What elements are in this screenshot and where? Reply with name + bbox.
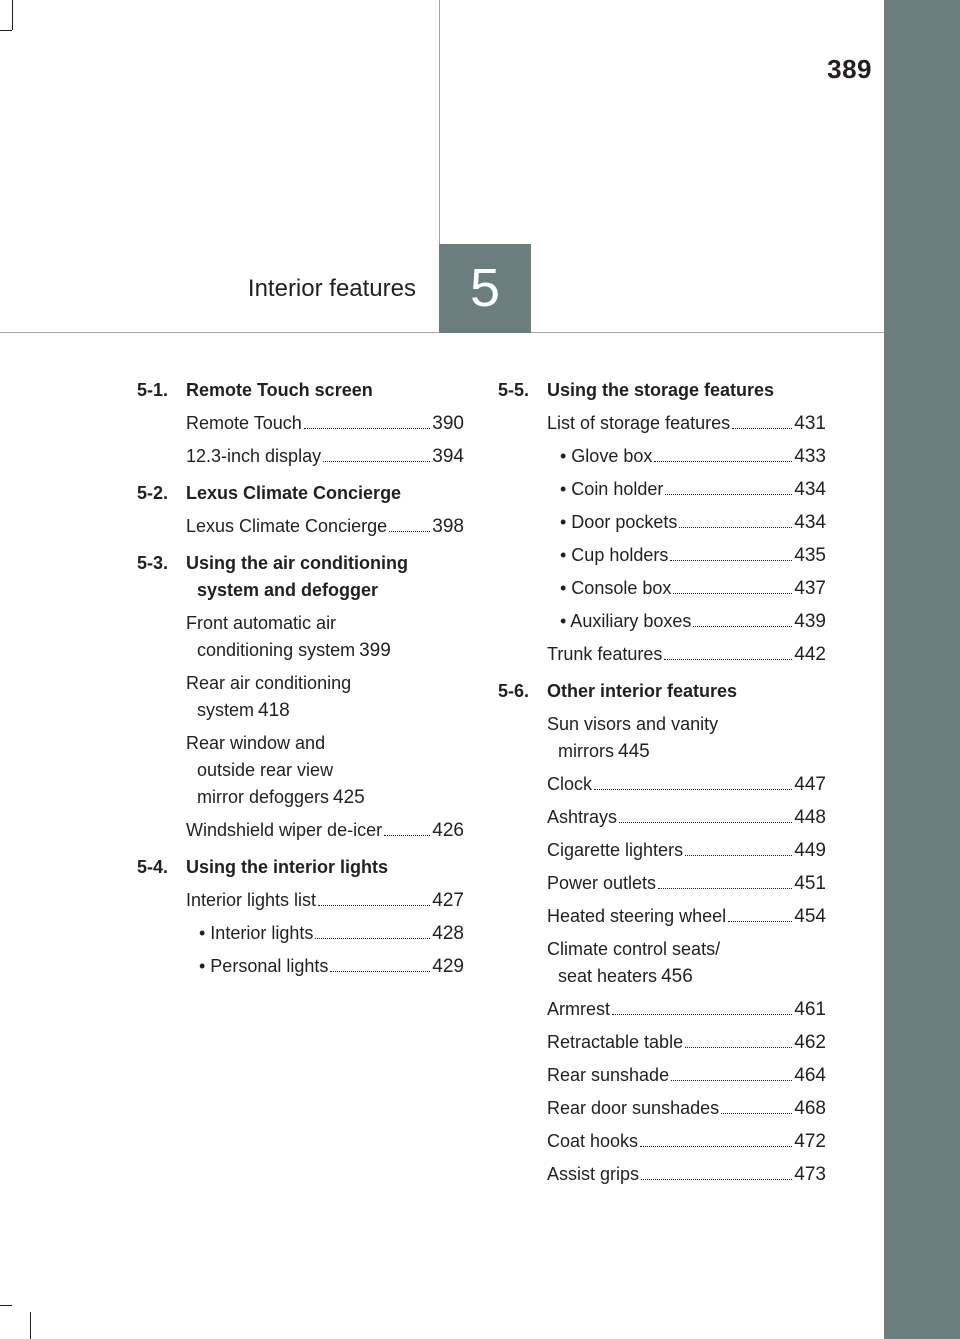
toc-right-column [498, 377, 826, 1198]
section-title: Other interior features [547, 681, 738, 701]
entry-row [547, 963, 826, 990]
page-reference: 431 [794, 413, 826, 434]
page-reference: 429 [432, 956, 464, 977]
toc-entry[interactable] [137, 513, 464, 540]
toc-entry[interactable] [137, 887, 464, 914]
entry-text: Armrest [547, 999, 610, 1019]
page-reference: 437 [794, 578, 826, 599]
dot-leader [594, 789, 792, 790]
entry-row [186, 817, 464, 844]
page-reference: 428 [432, 923, 464, 944]
entry-text: Trunk features [547, 644, 663, 664]
entry-row [560, 509, 826, 536]
section-heading [498, 377, 826, 404]
dot-leader [612, 1014, 792, 1015]
page-reference: 451 [794, 873, 826, 894]
dot-leader [315, 938, 430, 939]
entry-text: List of storage features [547, 413, 731, 433]
entry-text: 12.3-inch display [186, 446, 322, 466]
entry-text: Rear window and [186, 733, 326, 753]
toc-entry[interactable] [137, 953, 464, 980]
entry-row [547, 1062, 826, 1089]
header-divider-vertical [439, 0, 440, 244]
toc-entry[interactable] [498, 804, 826, 831]
toc-entry[interactable] [137, 610, 464, 664]
entry-row [186, 697, 464, 724]
entry-text: Rear air conditioning [186, 673, 352, 693]
entry-row [186, 443, 464, 470]
dot-leader [728, 921, 792, 922]
page-reference: 442 [794, 644, 826, 665]
dot-leader [671, 1080, 792, 1081]
page-reference: 427 [432, 890, 464, 911]
entry-text: Coat hooks [547, 1131, 639, 1151]
entry-row [547, 837, 826, 864]
page-reference: 464 [794, 1065, 826, 1086]
toc-section [137, 377, 464, 470]
crop-mark-bottom-left-h [0, 1305, 12, 1306]
toc-entry[interactable] [137, 443, 464, 470]
toc-entry[interactable] [498, 1095, 826, 1122]
entry-row [547, 1095, 826, 1122]
entry-text: Front automatic air [186, 613, 337, 633]
dot-leader [664, 659, 792, 660]
toc-entry[interactable] [498, 1161, 826, 1188]
section-title: Lexus Climate Concierge [186, 483, 402, 503]
toc-entry[interactable] [498, 771, 826, 798]
dot-leader [673, 593, 792, 594]
toc-left-column [137, 377, 464, 990]
page-reference: 418 [258, 700, 290, 721]
entry-row [186, 637, 464, 664]
entry-text: system [197, 700, 255, 720]
toc-entry[interactable] [137, 670, 464, 724]
entry-text: • Cup holders [560, 545, 669, 565]
entry-row [547, 1128, 826, 1155]
entry-row [547, 903, 826, 930]
section-heading [137, 550, 464, 604]
toc-entry[interactable] [137, 920, 464, 947]
toc-entry[interactable] [498, 903, 826, 930]
toc-entry[interactable] [498, 410, 826, 437]
toc-entry[interactable] [498, 1062, 826, 1089]
entry-row [547, 1029, 826, 1056]
crop-mark-top-left-h [0, 30, 12, 31]
entry-row [547, 738, 826, 765]
entry-row [547, 804, 826, 831]
entry-text: Cigarette lighters [547, 840, 684, 860]
page-reference: 468 [794, 1098, 826, 1119]
page-reference: 390 [432, 413, 464, 434]
page-reference: 434 [794, 479, 826, 500]
page-reference: 472 [794, 1131, 826, 1152]
entry-text: Windshield wiper de-icer [186, 820, 383, 840]
toc-entry[interactable] [498, 608, 826, 635]
dot-leader [679, 527, 792, 528]
entry-row [186, 513, 464, 540]
section-number: 5-3. [137, 553, 169, 573]
entry-row [199, 953, 464, 980]
entry-text: Retractable table [547, 1032, 684, 1052]
toc-entry[interactable] [498, 870, 826, 897]
dot-leader [641, 1179, 792, 1180]
dot-leader [389, 531, 430, 532]
section-heading [498, 678, 826, 705]
page-reference: 462 [794, 1032, 826, 1053]
page-reference: 456 [661, 966, 693, 987]
entry-text: seat heaters [558, 966, 658, 986]
entry-row [560, 542, 826, 569]
entry-text: conditioning system [197, 640, 356, 660]
toc-entry[interactable] [498, 575, 826, 602]
entry-text: Interior lights list [186, 890, 317, 910]
toc-entry[interactable] [498, 443, 826, 470]
crop-mark-top-left-v [12, 0, 13, 30]
entry-row [547, 1161, 826, 1188]
toc-entry[interactable] [498, 711, 826, 765]
toc-entry[interactable] [498, 996, 826, 1023]
entry-text: Assist grips [547, 1164, 640, 1184]
entry-row [547, 996, 826, 1023]
page-reference: 445 [618, 741, 650, 762]
entry-text: outside rear view [197, 760, 334, 780]
entry-row [186, 887, 464, 914]
chapter-number-box [439, 244, 531, 333]
entry-text: • Auxiliary boxes [560, 611, 692, 631]
entry-row [560, 476, 826, 503]
entry-text: mirror defoggers [197, 787, 330, 807]
page-reference: 426 [432, 820, 464, 841]
entry-text: Sun visors and vanity [547, 714, 719, 734]
toc-entry[interactable] [137, 410, 464, 437]
page-number: 389 [827, 54, 872, 84]
entry-text: Remote Touch [186, 413, 302, 433]
entry-row [547, 870, 826, 897]
crop-mark-bottom-left-v [30, 1312, 31, 1339]
entry-row [199, 920, 464, 947]
toc-entry[interactable] [137, 730, 464, 811]
dot-leader [685, 1047, 792, 1048]
section-heading [137, 377, 464, 404]
entry-text: • Door pockets [560, 512, 678, 532]
dot-leader [654, 461, 792, 462]
page-reference: 394 [432, 446, 464, 467]
page-reference: 435 [794, 545, 826, 566]
dot-leader [330, 971, 430, 972]
page-reference: 439 [794, 611, 826, 632]
entry-row [560, 608, 826, 635]
entry-text: Climate control seats/ [547, 939, 721, 959]
entry-text: • Interior lights [199, 923, 314, 943]
dot-leader [665, 494, 792, 495]
page-reference: 454 [794, 906, 826, 927]
entry-text: • Glove box [560, 446, 653, 466]
entry-text: Heated steering wheel [547, 906, 727, 926]
entry-text: Lexus Climate Concierge [186, 516, 388, 536]
section-title: Using the interior lights [186, 857, 389, 877]
entry-text: Rear door sunshades [547, 1098, 720, 1118]
section-heading [137, 854, 464, 881]
dot-leader [323, 461, 430, 462]
dot-leader [318, 905, 430, 906]
section-number: 5-2. [137, 483, 169, 503]
page-reference: 425 [333, 787, 365, 808]
entry-row [186, 410, 464, 437]
entry-row [547, 771, 826, 798]
entry-row [560, 443, 826, 470]
chapter-title: Interior features [247, 275, 416, 302]
toc-entry[interactable] [498, 641, 826, 668]
page-reference: 399 [359, 640, 391, 661]
section-title: Remote Touch screen [186, 380, 373, 400]
toc-entry[interactable] [498, 837, 826, 864]
section-number: 5-6. [498, 681, 530, 701]
toc-entry[interactable] [498, 936, 826, 990]
toc-section [498, 678, 826, 1188]
page-reference: 447 [794, 774, 826, 795]
page-reference: 434 [794, 512, 826, 533]
entry-text: Power outlets [547, 873, 657, 893]
entry-row [547, 410, 826, 437]
section-number: 5-1. [137, 380, 169, 400]
entry-text: Clock [547, 774, 593, 794]
page-reference: 461 [794, 999, 826, 1020]
dot-leader [693, 626, 792, 627]
toc-section [137, 550, 464, 844]
toc-entry[interactable] [498, 1029, 826, 1056]
section-title: Using the air conditioning system and defogger [186, 553, 408, 600]
toc-entry[interactable] [498, 1128, 826, 1155]
section-heading [137, 480, 464, 507]
toc-section [137, 480, 464, 540]
toc-entry[interactable] [498, 476, 826, 503]
dot-leader [732, 428, 792, 429]
entry-row [560, 575, 826, 602]
dot-leader [619, 822, 792, 823]
page-reference: 473 [794, 1164, 826, 1185]
page-reference: 398 [432, 516, 464, 537]
entry-text: Rear sunshade [547, 1065, 670, 1085]
dot-leader [658, 888, 792, 889]
entry-row [547, 641, 826, 668]
dot-leader [384, 835, 430, 836]
toc-section [498, 377, 826, 668]
entry-text: mirrors [558, 741, 614, 761]
entry-text: • Coin holder [560, 479, 664, 499]
chapter-side-tab [884, 0, 960, 1339]
toc-entry[interactable] [137, 817, 464, 844]
entry-row [186, 784, 464, 811]
entry-text: Ashtrays [547, 807, 618, 827]
entry-text: • Personal lights [199, 956, 329, 976]
dot-leader [640, 1146, 792, 1147]
dot-leader [721, 1113, 792, 1114]
chapter-number: 5 [469, 258, 501, 318]
section-title: Using the storage features [547, 380, 775, 400]
entry-text: • Console box [560, 578, 672, 598]
page-reference: 433 [794, 446, 826, 467]
dot-leader [304, 428, 431, 429]
page-reference: 449 [794, 840, 826, 861]
section-number: 5-5. [498, 380, 530, 400]
toc-section [137, 854, 464, 980]
section-number: 5-4. [137, 857, 169, 877]
page-reference: 448 [794, 807, 826, 828]
toc-entry[interactable] [498, 509, 826, 536]
toc-entry[interactable] [498, 542, 826, 569]
dot-leader [685, 855, 792, 856]
dot-leader [670, 560, 792, 561]
